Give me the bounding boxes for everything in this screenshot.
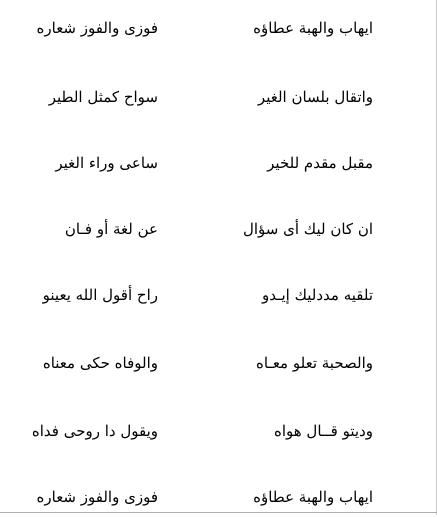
first-hemistich: مقبل مقدم للخير	[267, 154, 373, 172]
second-hemistich: سواح كمثل الطير	[48, 88, 158, 106]
first-hemistich: والصحبة تعلو معـاه	[256, 354, 373, 372]
second-hemistich: والوفاه حكى معناه	[42, 354, 158, 372]
second-hemistich: فوزى والفوز شعاره	[36, 19, 158, 37]
first-hemistich: ايهاب والهبة عطاؤه	[253, 19, 373, 37]
poem-line	[0, 275, 437, 315]
second-hemistich: عن لغة أو فـان	[64, 220, 158, 238]
poem-line	[0, 143, 437, 183]
poem-line	[0, 343, 437, 383]
poem-line	[0, 77, 437, 117]
second-hemistich: ساعى وراء الغير	[55, 154, 158, 172]
page-bottom-divider	[0, 512, 437, 513]
first-hemistich: تلقيه مددليك إيـدو	[261, 286, 373, 304]
second-hemistich: ويقول دا روحى فداه	[31, 422, 158, 440]
first-hemistich: ان كان ليك أى سؤال	[242, 220, 373, 238]
first-hemistich: ايهاب والهبة عطاؤه	[253, 488, 373, 506]
first-hemistich: واتقال بلسان الغير	[257, 88, 373, 106]
poem-line	[0, 8, 437, 48]
second-hemistich: فوزى والفوز شعاره	[36, 488, 158, 506]
second-hemistich: راح أقول الله يعينو	[42, 286, 158, 304]
poem-line	[0, 477, 437, 517]
poem-line	[0, 411, 437, 451]
first-hemistich: وديتو قــال هواه	[273, 422, 373, 440]
poem-line	[0, 209, 437, 249]
